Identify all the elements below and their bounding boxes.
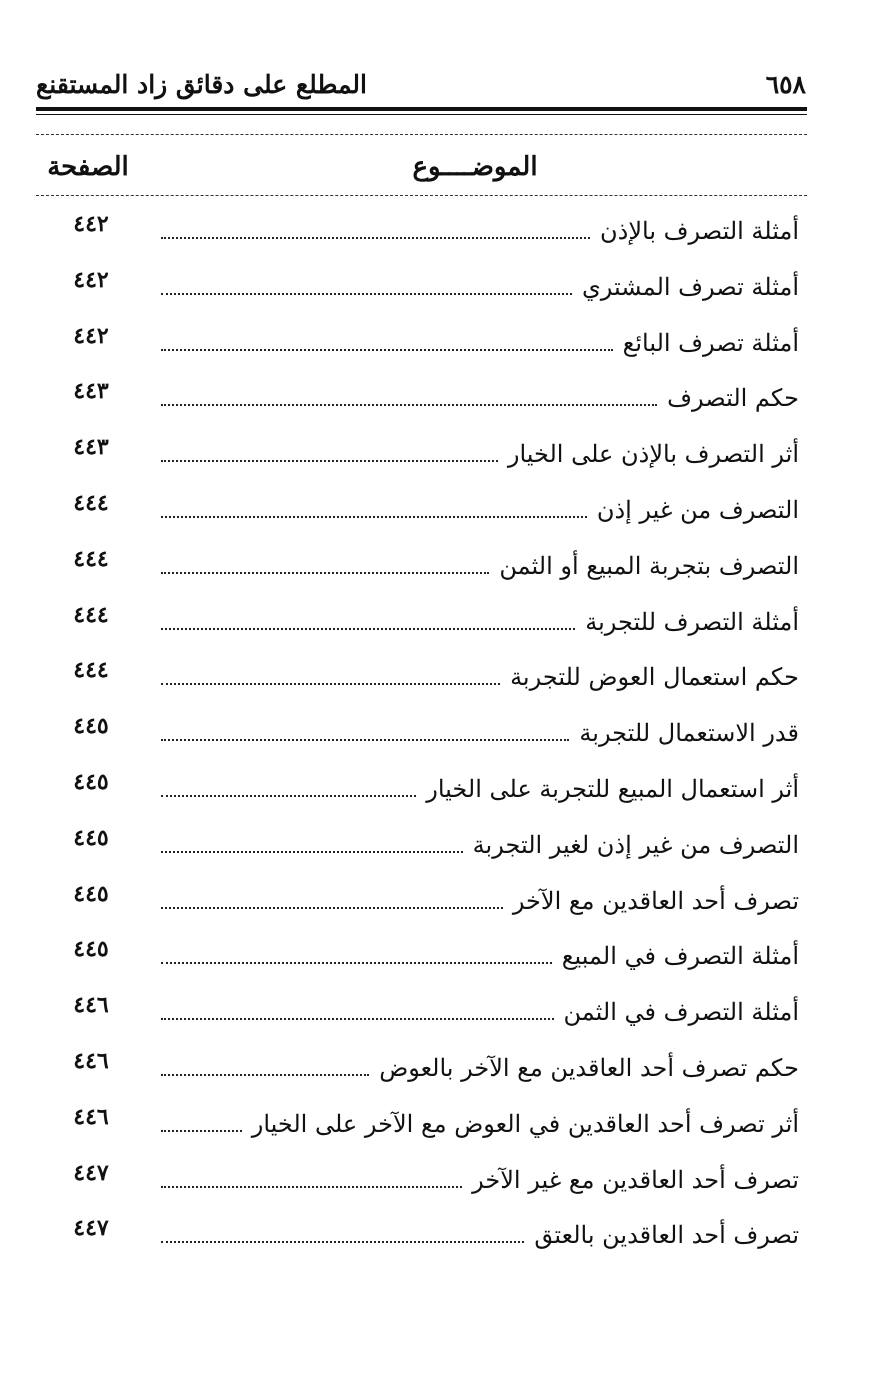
toc-page-number: ٤٤٦	[73, 992, 109, 1019]
toc-entry	[161, 988, 799, 1028]
toc-row	[36, 426, 807, 482]
dot-leader	[161, 516, 587, 518]
toc-entry	[161, 1044, 799, 1084]
dot-leader	[161, 907, 503, 909]
toc-entry	[161, 1211, 799, 1251]
dot-leader	[161, 293, 572, 295]
toc-topic: تصرف أحد العاقدين مع غير الآخر	[472, 1165, 799, 1194]
toc-row	[36, 705, 807, 761]
toc-topic: أمثلة تصرف المشتري	[582, 272, 799, 301]
toc-entry	[161, 430, 799, 470]
page-number: ٦٥٨	[765, 70, 806, 99]
toc-topic: تصرف أحد العاقدين مع الآخر	[512, 886, 799, 915]
toc-topic: أثر تصرف أحد العاقدين في العوض مع الآخر على الخيار	[251, 1109, 799, 1138]
header-rule-thick	[36, 107, 807, 111]
toc-topic: حكم التصرف	[667, 384, 799, 413]
toc-page-number: ٤٤٤	[73, 545, 109, 572]
dot-leader	[161, 404, 657, 406]
toc-list	[36, 203, 807, 1263]
toc-entry	[161, 374, 799, 414]
dot-leader	[161, 1186, 462, 1188]
toc-topic: تصرف أحد العاقدين بالعتق	[534, 1221, 799, 1250]
toc-row	[36, 928, 807, 984]
dot-leader	[161, 349, 613, 351]
running-header	[36, 66, 806, 106]
toc-entry	[161, 653, 799, 693]
dot-leader	[161, 683, 500, 685]
book-title: المطلع على دقائق زاد المستقنع	[36, 70, 367, 99]
toc-topic: أثر استعمال المبيع للتجربة على الخيار	[426, 774, 799, 803]
toc-page-number: ٤٤٥	[73, 824, 109, 851]
toc-row	[36, 594, 807, 650]
toc-row	[36, 259, 807, 315]
toc-page-number: ٤٤٧	[73, 1215, 109, 1242]
toc-entry	[161, 207, 799, 247]
toc-row	[36, 649, 807, 705]
toc-page-number: ٤٤٢	[73, 322, 109, 349]
dot-leader	[161, 628, 575, 630]
toc-page-number: ٤٤٦	[73, 1047, 109, 1074]
toc-page-number: ٤٤٣	[73, 434, 109, 461]
toc-page-number: ٤٤٢	[73, 266, 109, 293]
toc-topic: التصرف من غير إذن لغير التجربة	[472, 830, 799, 859]
dot-leader	[161, 739, 569, 741]
dot-leader	[161, 1241, 524, 1243]
toc-topic: أمثلة التصرف في المبيع	[561, 942, 799, 971]
toc-page-number: ٤٤٥	[73, 880, 109, 907]
toc-entry	[161, 877, 799, 917]
toc-row	[36, 873, 807, 929]
toc-row	[36, 370, 807, 426]
toc-entry	[161, 1156, 799, 1196]
toc-row	[36, 1152, 807, 1208]
dashed-divider-top	[36, 134, 807, 135]
dot-leader	[161, 1018, 554, 1020]
toc-row	[36, 538, 807, 594]
dot-leader	[161, 1130, 242, 1132]
toc-row	[36, 1096, 807, 1152]
toc-page-number: ٤٤٥	[73, 713, 109, 740]
dot-leader	[161, 460, 498, 462]
toc-entry	[161, 1100, 799, 1140]
toc-entry	[161, 319, 799, 359]
toc-topic: التصرف بتجربة المبيع أو الثمن	[499, 551, 799, 580]
dot-leader	[161, 237, 590, 239]
toc-page-number: ٤٤٥	[73, 936, 109, 963]
toc-topic: حكم استعمال العوض للتجربة	[510, 663, 799, 692]
toc-entry	[161, 542, 799, 582]
dot-leader	[161, 1074, 369, 1076]
toc-page-number: ٤٤٤	[73, 489, 109, 516]
toc-row	[36, 1040, 807, 1096]
dot-leader	[161, 572, 489, 574]
toc-topic: حكم تصرف أحد العاقدين مع الآخر بالعوض	[379, 1053, 799, 1082]
toc-page-number: ٤٤٢	[73, 211, 109, 237]
toc-row	[36, 761, 807, 817]
toc-topic: أمثلة تصرف البائع	[622, 328, 799, 357]
column-heading-topic: الموضــــوع	[412, 152, 538, 182]
toc-topic: التصرف من غير إذن	[596, 495, 799, 524]
toc-topic: أثر التصرف بالإذن على الخيار	[507, 440, 799, 469]
toc-page-number: ٤٤٣	[73, 378, 109, 405]
toc-entry	[161, 932, 799, 972]
header-rule-thin	[36, 114, 807, 115]
toc-page-number: ٤٤٦	[73, 1103, 109, 1130]
toc-row	[36, 482, 807, 538]
toc-topic: أمثلة التصرف في الثمن	[563, 998, 799, 1027]
toc-entry	[161, 598, 799, 638]
toc-topic: قدر الاستعمال للتجربة	[579, 719, 799, 748]
toc-page-number: ٤٤٥	[73, 768, 109, 795]
toc-page-number: ٤٤٤	[73, 601, 109, 628]
toc-page-number: ٤٤٧	[73, 1159, 109, 1186]
toc-row	[36, 315, 807, 371]
toc-topic: أمثلة التصرف بالإذن	[600, 217, 799, 245]
toc-entry	[161, 486, 799, 526]
toc-row	[36, 1207, 807, 1263]
toc-row	[36, 817, 807, 873]
dot-leader	[161, 795, 416, 797]
dashed-divider-bottom	[36, 195, 807, 196]
toc-entry	[161, 821, 799, 861]
toc-page-number: ٤٤٤	[73, 657, 109, 684]
toc-entry	[161, 709, 799, 749]
column-heading-page: الصفحة	[47, 152, 129, 182]
toc-row	[36, 203, 807, 259]
toc-topic: أمثلة التصرف للتجربة	[585, 607, 799, 636]
toc-entry	[161, 765, 799, 805]
toc-row	[36, 984, 807, 1040]
dot-leader	[161, 851, 463, 853]
dot-leader	[161, 962, 552, 964]
toc-entry	[161, 263, 799, 303]
